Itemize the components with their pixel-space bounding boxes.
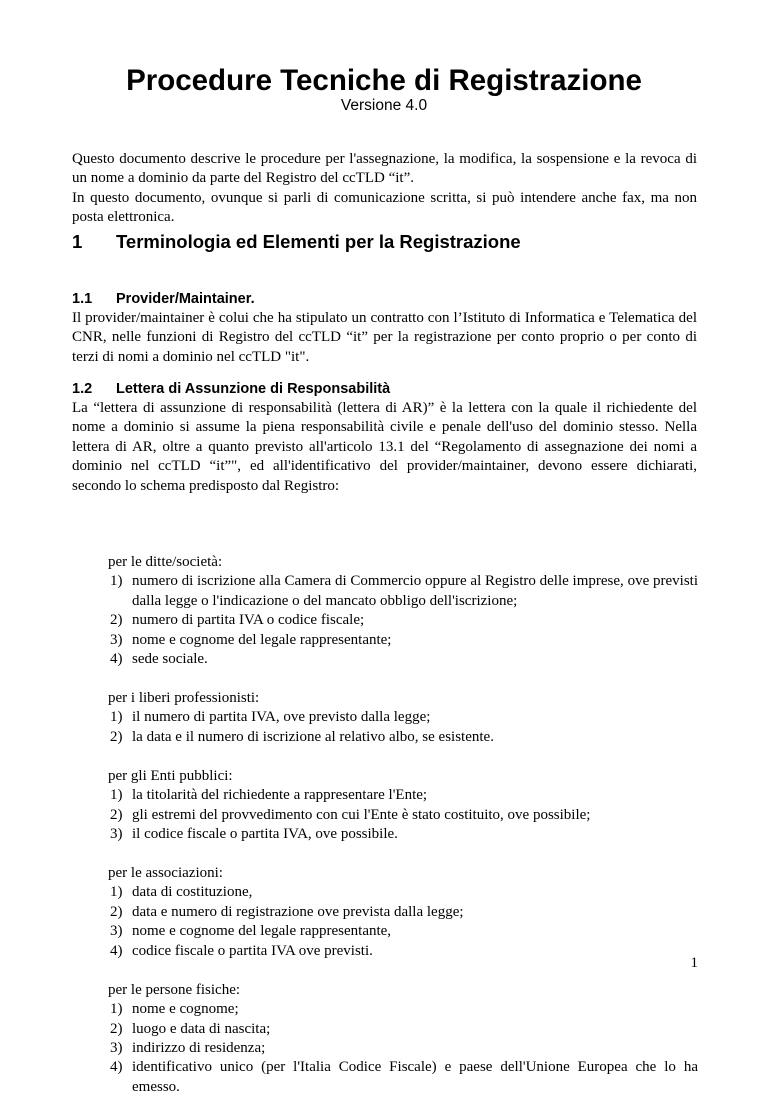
document-version: Versione 4.0 bbox=[340, 97, 428, 114]
requirement-group bbox=[108, 553, 698, 669]
section-number: 1 bbox=[72, 231, 83, 252]
list-item-text: nome e cognome; bbox=[132, 1001, 239, 1018]
list-item-number: 4) bbox=[110, 942, 123, 959]
list-item-number: 3) bbox=[110, 923, 123, 940]
list-item-number: 2) bbox=[110, 806, 123, 823]
list-item-number: 1) bbox=[110, 1001, 123, 1018]
list-item bbox=[108, 611, 698, 630]
list-item-number: 3) bbox=[110, 826, 123, 843]
numbered-list bbox=[108, 786, 698, 844]
group-heading: per i liberi professionisti: bbox=[108, 690, 260, 707]
subsection-number: 1.2 bbox=[72, 381, 93, 397]
numbered-list bbox=[108, 883, 698, 961]
subsection-number: 1.1 bbox=[72, 291, 93, 307]
list-item bbox=[108, 650, 698, 669]
requirement-group bbox=[108, 981, 698, 1097]
list-item-text: codice fiscale o partita IVA ove previsti. bbox=[132, 942, 373, 959]
list-item bbox=[108, 1039, 698, 1058]
list-item bbox=[108, 708, 698, 727]
document-title: Procedure Tecniche di Registrazione bbox=[126, 64, 642, 97]
list-item-number: 3) bbox=[110, 631, 123, 648]
group-heading: per le ditte/società: bbox=[108, 554, 223, 570]
list-item-text: sede sociale. bbox=[132, 651, 208, 668]
list-item-number: 2) bbox=[110, 1020, 123, 1037]
list-item-text: il numero di partita IVA, ove previsto dalla legge; bbox=[132, 709, 431, 726]
subsection-title: Provider/Maintainer. bbox=[116, 291, 255, 307]
group-heading: per le persone fisiche: bbox=[108, 981, 241, 998]
list-item-number: 1) bbox=[110, 573, 123, 590]
list-item-number: 2) bbox=[110, 612, 123, 629]
list-item-text: gli estremi del provvedimento con cui l'Ente è stato costituito, ove possibile; bbox=[132, 806, 591, 823]
list-item bbox=[108, 883, 698, 902]
list-item bbox=[108, 786, 698, 805]
list-item-text: nome e cognome del legale rappresentante, bbox=[132, 923, 392, 940]
list-item bbox=[108, 903, 698, 922]
list-item bbox=[108, 1000, 698, 1019]
list-item-number: 4) bbox=[110, 651, 123, 668]
subsection-heading bbox=[72, 380, 390, 399]
list-item-text: data e numero di registrazione ove prevista dalla legge; bbox=[132, 903, 464, 920]
list-item bbox=[108, 942, 698, 961]
list-item bbox=[108, 728, 698, 747]
list-item-number: 4) bbox=[110, 1059, 123, 1076]
list-item-number: 3) bbox=[110, 1039, 123, 1056]
list-item bbox=[108, 825, 698, 844]
list-item-text: nome e cognome del legale rappresentante; bbox=[132, 631, 392, 648]
list-item bbox=[108, 1058, 698, 1097]
list-item bbox=[108, 922, 698, 941]
list-item-number: 1) bbox=[110, 884, 123, 901]
section-heading bbox=[72, 230, 521, 254]
page-number: 1 bbox=[690, 955, 698, 971]
requirement-groups bbox=[108, 553, 698, 1117]
list-item-text: identificativo unico (per l'Italia Codice Fiscale) e paese dell'Unione Europea che lo ha emesso. bbox=[132, 1059, 698, 1095]
list-item-text: numero di iscrizione alla Camera di Commercio oppure al Registro delle imprese, ove previsti dalla legge o l'indicazione o del mancato obbligo dell'iscrizione; bbox=[132, 573, 698, 609]
group-heading: per le associazioni: bbox=[108, 865, 223, 882]
list-item-number: 1) bbox=[110, 787, 123, 804]
list-item bbox=[108, 806, 698, 825]
list-item bbox=[108, 1020, 698, 1039]
requirement-group bbox=[108, 689, 698, 747]
list-item-number: 2) bbox=[110, 728, 123, 745]
intro-paragraph: Questo documento descrive le procedure per l'assegnazione, la modifica, la sospensione e la revoca di un nome a dominio da parte del Registro del ccTLD “it”. bbox=[72, 151, 697, 187]
intro-text bbox=[72, 150, 697, 228]
list-item bbox=[108, 631, 698, 650]
group-heading: per gli Enti pubblici: bbox=[108, 767, 233, 784]
intro-paragraph: In questo documento, ovunque si parli di comunicazione scritta, si può intendere anche fax, ma non posta elettronica. bbox=[72, 189, 697, 226]
numbered-list bbox=[108, 708, 698, 747]
list-item bbox=[108, 572, 698, 611]
subsection-paragraph: La “lettera di assunzione di responsabilità (lettera di AR)” è la lettera con la quale il richiedente del nome a dominio si assume la piena responsabilità civile e penale dell'uso del dominio stesso. Nella lettera di AR, oltre a quanto previsto all'articolo 13.1 del “Regolamento di assegnazione dei nomi a dominio nel ccTLD “it”", ed all'identificativo del provider/maintainer, devono essere dichiarati, secondo lo schema predisposto dal Registro: bbox=[72, 400, 697, 494]
numbered-list bbox=[108, 1000, 698, 1097]
list-item-number: 2) bbox=[110, 903, 123, 920]
section-title: Terminologia ed Elementi per la Registrazione bbox=[116, 231, 521, 252]
list-item-text: la titolarità del richiedente a rappresentare l'Ente; bbox=[132, 787, 428, 804]
requirement-group bbox=[108, 864, 698, 961]
subsection-heading bbox=[72, 290, 255, 309]
subsection-paragraph: Il provider/maintainer è colui che ha stipulato un contratto con l’Istituto di Informatica e Telematica del CNR, nelle funzioni di Registro del ccTLD “it” per la registrazione per conto proprio o per conto di terzi di nomi a dominio nel ccTLD "it". bbox=[72, 310, 697, 365]
subsection-title: Lettera di Assunzione di Responsabilità bbox=[116, 381, 391, 397]
numbered-list bbox=[108, 572, 698, 669]
list-item-text: indirizzo di residenza; bbox=[132, 1039, 266, 1056]
list-item-text: il codice fiscale o partita IVA, ove possibile. bbox=[132, 826, 398, 843]
list-item-text: la data e il numero di iscrizione al relativo albo, se esistente. bbox=[132, 728, 494, 745]
list-item-number: 1) bbox=[110, 709, 123, 726]
list-item-text: numero di partita IVA o codice fiscale; bbox=[132, 612, 365, 629]
list-item-text: luogo e data di nascita; bbox=[132, 1020, 271, 1037]
requirement-group bbox=[108, 767, 698, 845]
list-item-text: data di costituzione, bbox=[132, 884, 253, 901]
